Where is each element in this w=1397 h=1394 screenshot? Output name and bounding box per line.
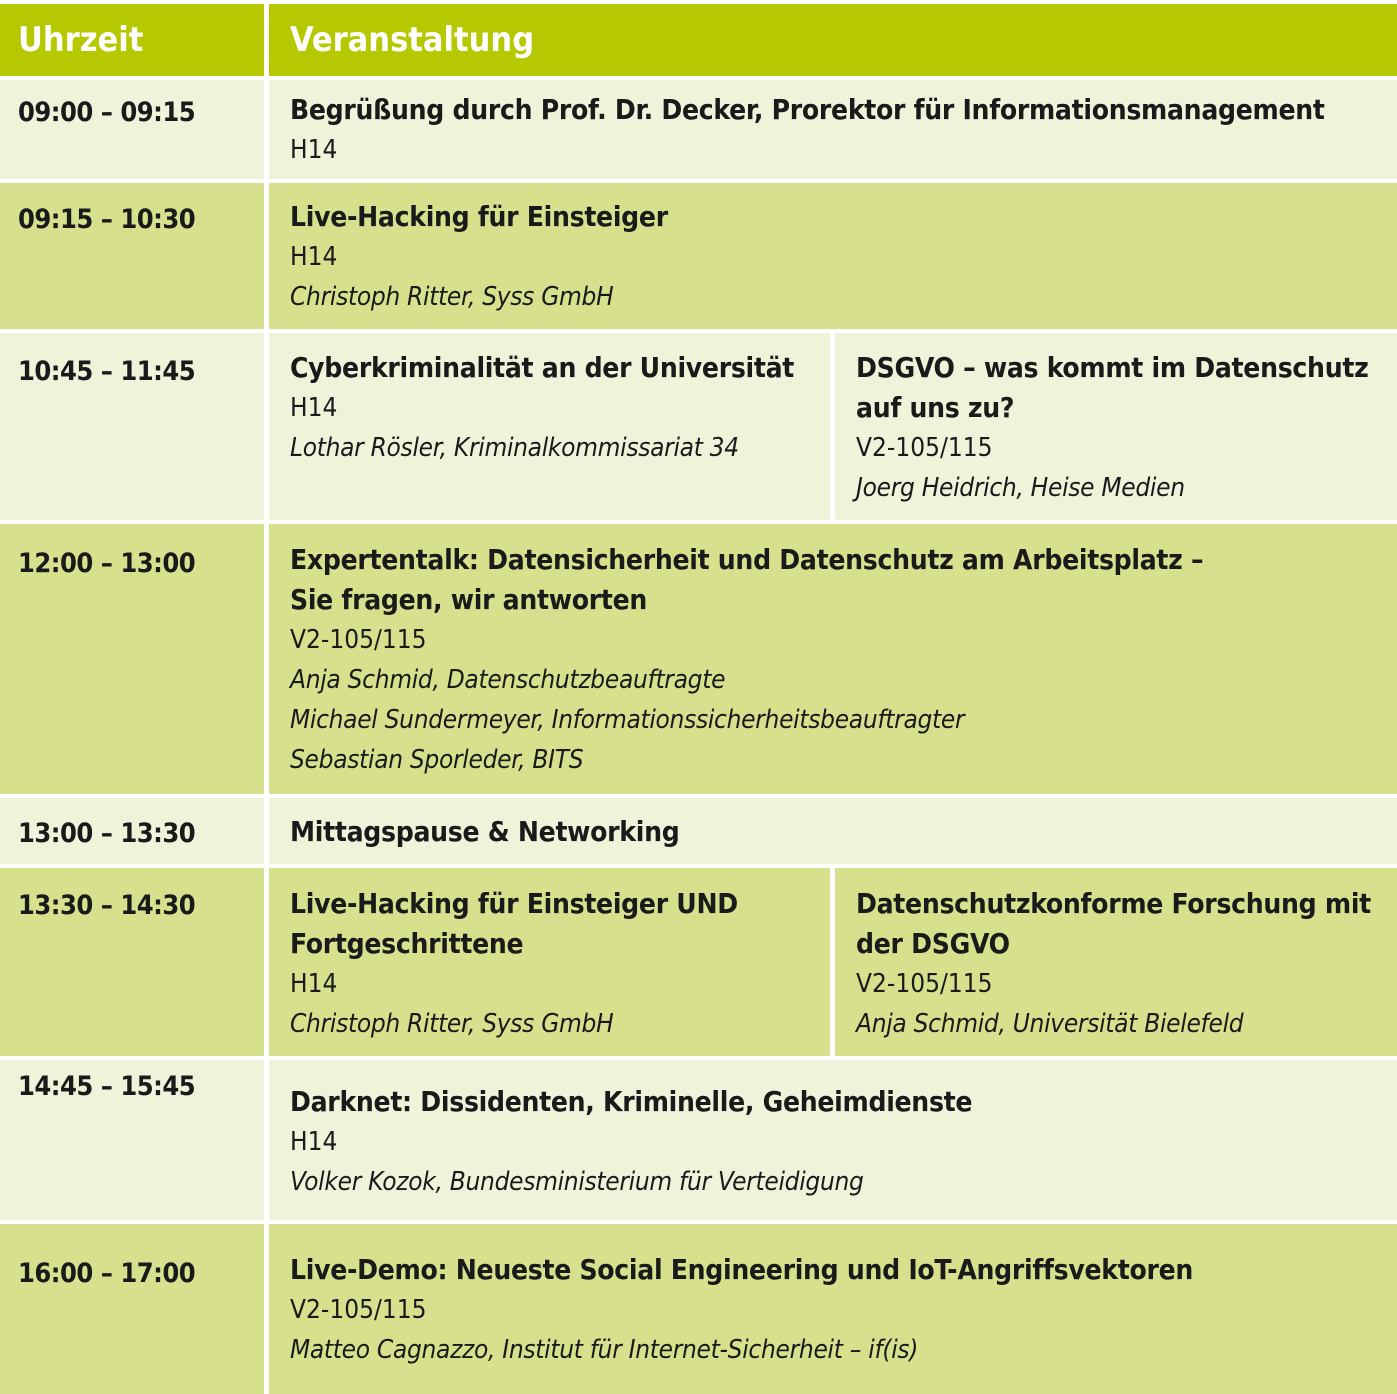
table-row xyxy=(0,1058,1397,1222)
event-title: Live-Hacking für Einsteiger UND xyxy=(290,887,738,920)
event-title: Sie fragen, wir antworten xyxy=(290,583,648,616)
row-divider xyxy=(0,0,1397,4)
time-cell: 09:15 – 10:30 xyxy=(18,204,196,235)
event-speaker: Sebastian Sporleder, BITS xyxy=(290,745,584,775)
row-divider xyxy=(0,520,1397,524)
event-title: Live-Demo: Neueste Social Engineering und IoT-Angriffsvektoren xyxy=(290,1253,1194,1286)
event-title: Expertentalk: Datensicherheit und Datenschutz am Arbeitsplatz – xyxy=(290,543,1204,576)
event-cell xyxy=(290,1082,972,1222)
column-divider xyxy=(830,866,835,1058)
event-speaker: Lothar Rösler, Kriminalkommissariat 34 xyxy=(290,433,739,463)
event-room: H14 xyxy=(290,242,338,272)
time-cell: 14:45 – 15:45 xyxy=(18,1071,196,1102)
column-divider xyxy=(830,330,835,522)
time-cell: 16:00 – 17:00 xyxy=(18,1258,196,1289)
event-room: H14 xyxy=(290,393,338,423)
event-title: Fortgeschrittene xyxy=(290,927,524,960)
event-speaker: Anja Schmid, Datenschutzbeauftragte xyxy=(290,665,726,695)
row-divider xyxy=(0,864,1397,868)
column-divider xyxy=(264,0,269,1394)
table-row xyxy=(0,180,1397,330)
event-cell xyxy=(290,540,1203,796)
event-title: Datenschutzkonforme Forschung mit xyxy=(856,887,1371,920)
event-room: H14 xyxy=(290,135,338,165)
time-cell: 10:45 – 11:45 xyxy=(18,356,196,387)
event-title: Darknet: Dissidenten, Kriminelle, Geheimdienste xyxy=(290,1085,973,1118)
event-room: H14 xyxy=(290,1127,338,1157)
event-title: Live-Hacking für Einsteiger xyxy=(290,200,668,233)
event-cell-right xyxy=(856,348,1368,522)
event-cell xyxy=(290,812,679,866)
event-speaker: Christoph Ritter, Syss GmbH xyxy=(290,282,614,312)
event-cell xyxy=(290,1250,1193,1394)
event-title: Mittagspause & Networking xyxy=(290,815,680,848)
event-room: V2-105/115 xyxy=(856,969,993,999)
table-row xyxy=(0,330,1397,522)
table-row xyxy=(0,1222,1397,1394)
event-speaker: Anja Schmid, Universität Bielefeld xyxy=(856,1009,1244,1039)
row-divider xyxy=(0,76,1397,80)
event-title: Begrüßung durch Prof. Dr. Decker, Prorektor für Informationsmanagement xyxy=(290,93,1325,126)
event-title: auf uns zu? xyxy=(856,391,1015,424)
event-cell xyxy=(290,90,1325,180)
table-header xyxy=(0,0,1397,78)
event-title: DSGVO – was kommt im Datenschutz xyxy=(856,351,1369,384)
time-cell: 09:00 – 09:15 xyxy=(18,97,196,128)
row-divider xyxy=(0,794,1397,798)
event-cell-right xyxy=(856,884,1371,1058)
event-cell xyxy=(290,197,668,330)
event-speaker: Matteo Cagnazzo, Institut für Internet-Sicherheit – if(is) xyxy=(290,1335,919,1365)
event-room: V2-105/115 xyxy=(856,433,993,463)
event-speaker: Volker Kozok, Bundesministerium für Verteidigung xyxy=(290,1167,864,1197)
event-speaker: Joerg Heidrich, Heise Medien xyxy=(856,473,1185,503)
event-speaker: Christoph Ritter, Syss GmbH xyxy=(290,1009,614,1039)
event-title: Cyberkriminalität an der Universität xyxy=(290,351,795,384)
header-event: Veranstaltung xyxy=(290,20,535,60)
event-cell-left xyxy=(290,884,738,1058)
header-time: Uhrzeit xyxy=(18,20,144,60)
table-row xyxy=(0,522,1397,796)
event-room: V2-105/115 xyxy=(290,1295,427,1325)
event-title: der DSGVO xyxy=(856,927,1010,960)
row-divider xyxy=(0,179,1397,183)
table-row xyxy=(0,796,1397,866)
table-row xyxy=(0,866,1397,1058)
time-cell: 13:30 – 14:30 xyxy=(18,890,196,921)
row-divider xyxy=(0,329,1397,333)
time-cell: 13:00 – 13:30 xyxy=(18,818,196,849)
event-cell-left xyxy=(290,348,794,522)
time-cell: 12:00 – 13:00 xyxy=(18,548,196,579)
table-row xyxy=(0,78,1397,180)
event-room: V2-105/115 xyxy=(290,625,427,655)
event-speaker: Michael Sundermeyer, Informationssicherheitsbeauftragter xyxy=(290,705,965,735)
row-divider xyxy=(0,1220,1397,1224)
row-divider xyxy=(0,1056,1397,1060)
event-room: H14 xyxy=(290,969,338,999)
